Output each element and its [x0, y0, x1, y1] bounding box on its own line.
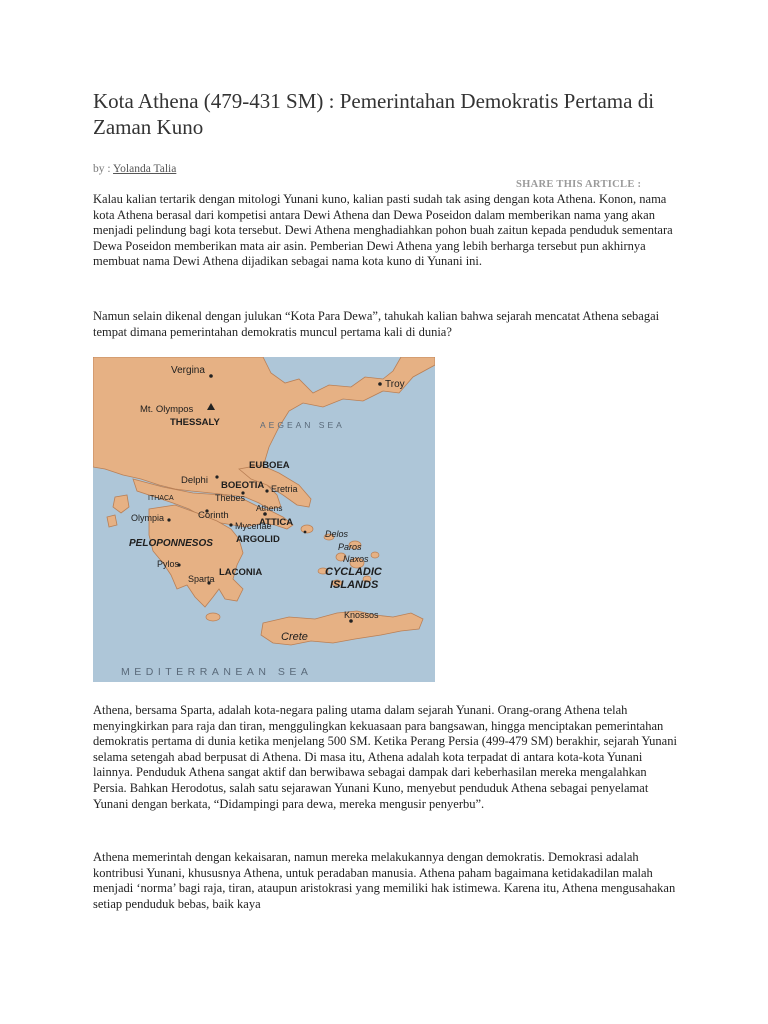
land-kythira	[206, 613, 220, 621]
label-boeotia: BOEOTIA	[221, 480, 265, 491]
marker-vergina	[209, 374, 213, 378]
label-cyclades-line1: CYCLADIC	[325, 566, 382, 578]
label-knossos: Knossos	[344, 610, 379, 620]
label-naxos: Naxos	[343, 554, 369, 564]
land-cyclades-1	[301, 525, 313, 533]
label-olympos: Mt. Olympos	[140, 404, 194, 415]
marker-mycenae	[229, 523, 232, 526]
label-thebes: Thebes	[215, 493, 246, 503]
label-delos: Delos	[325, 529, 349, 539]
label-troy: Troy	[385, 379, 405, 390]
label-corinth: Corinth	[198, 510, 229, 521]
label-pylos: Pylos	[157, 559, 180, 569]
paragraph-intro: Kalau kalian tertarik dengan mitologi Yunani kuno, kalian pasti sudah tak asing dengan kota Athena. Konon, nama kota Athena berasal dari kompetisi antara Dewi Athena dan Dewa Poseidon dalam memberikan nama yang akan menjadi pelindung bagi kota tersebut. Dewi Athena menghadiahkan pohon buah zaitun kepada penduduk sementara Dewa Poseidon memberikan mata air asin. Pemberian Dewi Athena yang lebih berharga tersebut pun akhirnya membuat nama Dewi Athena dijadikan sebagai nama kota kuno di Yunani ini.	[93, 192, 673, 269]
author-link[interactable]: Yolanda Talia	[113, 163, 177, 175]
greece-map-svg	[93, 357, 435, 682]
paragraph-demokrasi: Athena memerintah dengan kekaisaran, namun mereka melakukannya dengan demokratis. Demokrasi adalah kontribusi Yunani, khususnya Athena, untuk peradaban manusia. Athena paham bagaimana ketidakadilan malah menjadi ‘norma’ bagi raja, tiran, ataupun aristokrasi yang memiliki hak istimewa. Karena itu, Athena mengusahakan setiap penduduk bebas, baik kaya	[93, 850, 676, 911]
label-mediterranean-sea: MEDITERRANEAN SEA	[121, 666, 313, 678]
label-attica: ATTICA	[259, 517, 294, 528]
label-aegean-sea: AEGEAN SEA	[260, 420, 345, 430]
land-ionian-islet	[107, 515, 117, 527]
label-euboea: EUBOEA	[249, 460, 290, 471]
paragraph-kota-para-dewa: Namun selain dikenal dengan julukan “Kota Para Dewa”, tahukah kalian bahwa sejarah mencatat Athena sebagai tempat dimana pemerintahan demokratis muncul pertama kali di dunia?	[93, 309, 660, 339]
paragraph-athena-sparta: Athena, bersama Sparta, adalah kota-negara paling utama dalam sejarah Yunani. Orang-orang Athena telah menyingkirkan para raja dan tiran, menggulingkan kekuasaan para bangsawan, hingga menciptakan pemerintahan demokratis pertama di dunia ketika menjelang 500 SM. Ketika Perang Persia (499-479 SM) berakhir, sejarah Yunani selama setengah abad berpusat di Athena. Di masa itu, Athena adalah kota terpadat di antara kota-kota Yunani lainnya. Penduduk Athena sangat aktif dan berwibawa sebagai dampak dari keberhasilan mereka mengalahkan Persia. Bahkan Herodotus, salah satu sejarawan Yunani Kuno, menyebut penduduk Athena sebagai penyelamat Yunani dengan berkata, “Didampingi para dewa, mereka mengusir penyerbu”.	[93, 703, 677, 811]
label-laconia: LACONIA	[219, 567, 263, 578]
label-argolid: ARGOLID	[236, 534, 280, 545]
marker-troy	[378, 382, 382, 386]
share-article-label: SHARE THIS ARTICLE :	[516, 179, 642, 190]
label-paros: Paros	[338, 542, 362, 552]
marker-delphi	[215, 475, 218, 478]
label-crete: Crete	[281, 631, 308, 643]
label-athens: Athens	[256, 503, 283, 513]
label-sparta: Sparta	[188, 574, 215, 584]
marker-olympia	[167, 518, 170, 521]
land-cyclades-7	[371, 552, 379, 558]
article-title: Kota Athena (479-431 SM) : Pemerintahan Demokratis Pertama di Zaman Kuno	[93, 89, 655, 139]
label-thessaly: THESSALY	[170, 417, 220, 428]
label-eretria: Eretria	[271, 484, 298, 494]
label-delphi: Delphi	[181, 475, 208, 486]
marker-delos	[304, 531, 307, 534]
greece-map	[93, 357, 435, 682]
label-vergina: Vergina	[171, 365, 205, 376]
byline-prefix: by :	[93, 163, 114, 175]
byline	[93, 163, 176, 175]
marker-eretria	[265, 489, 268, 492]
label-olympia: Olympia	[131, 513, 165, 523]
label-mycenae: Mycenae	[235, 521, 272, 531]
label-cyclades-line2: ISLANDS	[330, 579, 379, 591]
label-ithaca: ITHACA	[148, 495, 174, 502]
label-peloponnesos: PELOPONNESOS	[129, 538, 213, 549]
